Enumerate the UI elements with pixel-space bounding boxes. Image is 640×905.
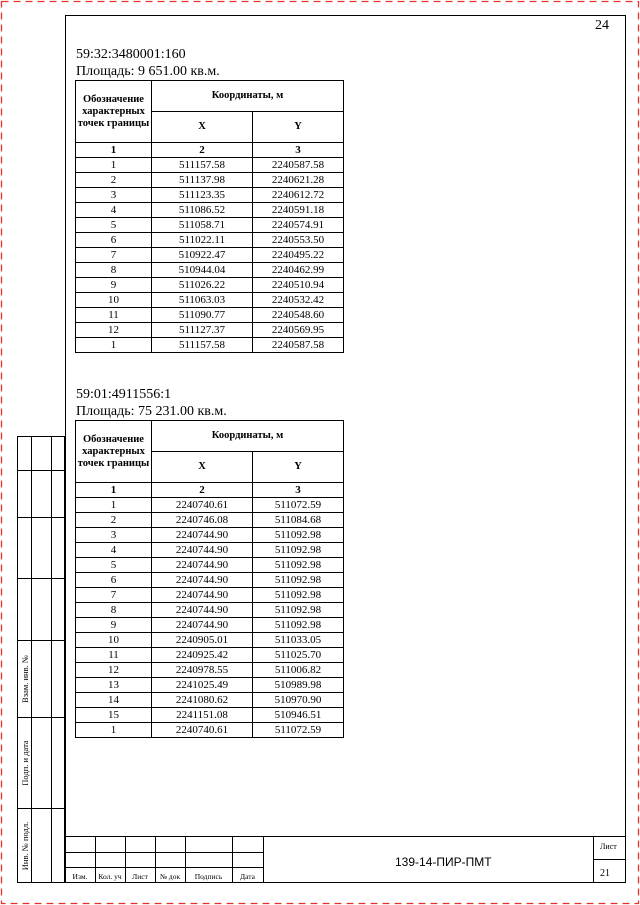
y-value: 2240621.28 [253, 173, 344, 188]
point-id: 1 [76, 723, 152, 738]
point-id: 8 [76, 603, 152, 618]
sheet-label: Лист [600, 842, 617, 851]
y-value: 2240462.99 [253, 263, 344, 278]
point-id: 11 [76, 648, 152, 663]
point-id: 7 [76, 588, 152, 603]
x-value: 511157.58 [152, 158, 253, 173]
y-value: 510946.51 [253, 708, 344, 723]
stamp-label: Кол. уч [98, 872, 122, 881]
side-strip-top [17, 436, 65, 641]
table-row [76, 218, 344, 233]
table-row [76, 203, 344, 218]
x-value: 2240744.90 [152, 603, 253, 618]
stamp-label: Дата [240, 872, 255, 881]
y-header: Y [253, 112, 344, 143]
x-value: 2240744.90 [152, 528, 253, 543]
table-row [76, 573, 344, 588]
x-value: 511086.52 [152, 203, 253, 218]
x-value: 2241025.49 [152, 678, 253, 693]
x-value: 2241151.08 [152, 708, 253, 723]
side-label-inv-replace: Взам. инв. № [19, 655, 30, 703]
y-value: 510970.90 [253, 693, 344, 708]
coords-header: Координаты, м [152, 421, 344, 452]
point-id: 9 [76, 278, 152, 293]
table-row [76, 558, 344, 573]
x-value: 511063.03 [152, 293, 253, 308]
table-row [76, 338, 344, 353]
x-value: 2240740.61 [152, 723, 253, 738]
table-row [76, 708, 344, 723]
column-number: 3 [253, 483, 344, 498]
y-value: 2240612.72 [253, 188, 344, 203]
coords-header: Координаты, м [152, 81, 344, 112]
side-cell-sign-date [17, 717, 65, 809]
table-row [76, 588, 344, 603]
table-row [76, 648, 344, 663]
table-row [76, 543, 344, 558]
table-row [76, 678, 344, 693]
column-number: 2 [152, 143, 253, 158]
y-value: 511092.98 [253, 618, 344, 633]
y-value: 511092.98 [253, 528, 344, 543]
y-value: 511072.59 [253, 723, 344, 738]
points-header: Обозначение характерных точек границы [76, 421, 152, 483]
y-value: 2240553.50 [253, 233, 344, 248]
parcel-area: Площадь: 75 231.00 кв.м. [76, 404, 227, 419]
x-value: 511022.11 [152, 233, 253, 248]
point-id: 12 [76, 323, 152, 338]
point-id: 6 [76, 573, 152, 588]
cadastral-number: 59:01:4911556:1 [76, 387, 172, 402]
point-id: 2 [76, 173, 152, 188]
cadastral-number: 59:32:3480001:160 [76, 47, 186, 62]
column-number: 1 [76, 483, 152, 498]
coordinates-table [75, 420, 344, 738]
table-row [76, 233, 344, 248]
y-value: 511092.98 [253, 573, 344, 588]
table-row [76, 693, 344, 708]
y-value: 511092.98 [253, 603, 344, 618]
y-value: 511006.82 [253, 663, 344, 678]
x-value: 511157.58 [152, 338, 253, 353]
point-id: 7 [76, 248, 152, 263]
x-value: 2240744.90 [152, 543, 253, 558]
table-row [76, 173, 344, 188]
table-row [76, 498, 344, 513]
x-value: 511127.37 [152, 323, 253, 338]
point-id: 4 [76, 203, 152, 218]
point-id: 3 [76, 528, 152, 543]
side-cell-inv-replace [17, 640, 65, 718]
y-value: 2240495.22 [253, 248, 344, 263]
point-id: 13 [76, 678, 152, 693]
table-row [76, 308, 344, 323]
x-value: 511123.35 [152, 188, 253, 203]
point-id: 12 [76, 663, 152, 678]
side-label-inv-original: Инв. № подл. [19, 821, 30, 870]
stamp-label: Лист [132, 872, 148, 881]
y-value: 2240532.42 [253, 293, 344, 308]
column-number: 3 [253, 143, 344, 158]
side-cell-inv-original [17, 808, 65, 883]
x-header: X [152, 112, 253, 143]
point-id: 10 [76, 293, 152, 308]
stamp-label: Изм. [72, 872, 88, 881]
column-number: 2 [152, 483, 253, 498]
x-value: 2240978.55 [152, 663, 253, 678]
x-value: 511137.98 [152, 173, 253, 188]
x-value: 2240740.61 [152, 498, 253, 513]
stamp-label: Подпись [194, 872, 223, 881]
y-value: 511033.05 [253, 633, 344, 648]
y-value: 2240510.94 [253, 278, 344, 293]
point-id: 8 [76, 263, 152, 278]
point-id: 2 [76, 513, 152, 528]
table-row [76, 723, 344, 738]
point-id: 1 [76, 158, 152, 173]
table-row [76, 323, 344, 338]
table-row [76, 603, 344, 618]
y-value: 511072.59 [253, 498, 344, 513]
point-id: 14 [76, 693, 152, 708]
point-id: 11 [76, 308, 152, 323]
table-row [76, 248, 344, 263]
y-value: 510989.98 [253, 678, 344, 693]
x-value: 2241080.62 [152, 693, 253, 708]
point-id: 9 [76, 618, 152, 633]
x-header: X [152, 452, 253, 483]
y-value: 511025.70 [253, 648, 344, 663]
table-row [76, 158, 344, 173]
table-row [76, 278, 344, 293]
table-row [76, 528, 344, 543]
table-row [76, 293, 344, 308]
stamp-label: № док [159, 872, 181, 881]
y-value: 511092.98 [253, 558, 344, 573]
y-value: 2240569.95 [253, 323, 344, 338]
x-value: 511090.77 [152, 308, 253, 323]
y-value: 511084.68 [253, 513, 344, 528]
x-value: 2240744.90 [152, 558, 253, 573]
x-value: 2240744.90 [152, 573, 253, 588]
point-id: 5 [76, 218, 152, 233]
page-number: 24 [595, 18, 609, 33]
point-id: 15 [76, 708, 152, 723]
y-header: Y [253, 452, 344, 483]
x-value: 2240905.01 [152, 633, 253, 648]
x-value: 2240925.42 [152, 648, 253, 663]
point-id: 10 [76, 633, 152, 648]
column-number: 1 [76, 143, 152, 158]
y-value: 2240591.18 [253, 203, 344, 218]
parcel-area: Площадь: 9 651.00 кв.м. [76, 64, 220, 79]
y-value: 2240548.60 [253, 308, 344, 323]
y-value: 2240574.91 [253, 218, 344, 233]
table-row [76, 663, 344, 678]
y-value: 511092.98 [253, 588, 344, 603]
x-value: 511058.71 [152, 218, 253, 233]
document-code: 139-14-ПИР-ПМТ [395, 855, 492, 869]
title-block [65, 836, 626, 883]
point-id: 6 [76, 233, 152, 248]
x-value: 510922.47 [152, 248, 253, 263]
points-header: Обозначение характерных точек границы [76, 81, 152, 143]
x-value: 511026.22 [152, 278, 253, 293]
x-value: 2240744.90 [152, 618, 253, 633]
x-value: 510944.04 [152, 263, 253, 278]
point-id: 1 [76, 498, 152, 513]
point-id: 5 [76, 558, 152, 573]
x-value: 2240746.08 [152, 513, 253, 528]
point-id: 3 [76, 188, 152, 203]
y-value: 511092.98 [253, 543, 344, 558]
coordinates-table [75, 80, 344, 353]
table-row [76, 618, 344, 633]
table-row [76, 188, 344, 203]
table-row [76, 513, 344, 528]
table-row [76, 263, 344, 278]
point-id: 4 [76, 543, 152, 558]
point-id: 1 [76, 338, 152, 353]
x-value: 2240744.90 [152, 588, 253, 603]
y-value: 2240587.58 [253, 338, 344, 353]
y-value: 2240587.58 [253, 158, 344, 173]
sheet-number: 21 [600, 868, 610, 879]
table-row [76, 633, 344, 648]
side-label-sign-date: Подп. и дата [19, 740, 30, 786]
